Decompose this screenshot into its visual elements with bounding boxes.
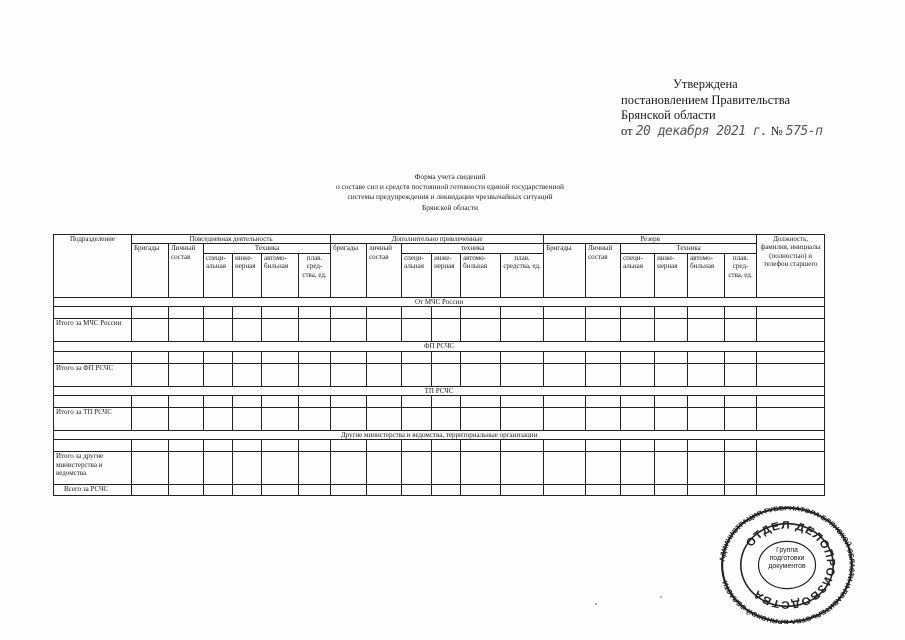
row-label: Итого за другие министерства и ведомства bbox=[54, 452, 132, 485]
section-label: Другие министерства и ведомства, территориальные организации bbox=[54, 431, 825, 440]
header-reserve-special: специ-альная bbox=[621, 253, 655, 297]
header-daily-special: специ-альная bbox=[204, 253, 233, 297]
header-reserve-automotive: автомо-бильная bbox=[688, 253, 725, 297]
row-label: Итого за МЧС России bbox=[54, 319, 132, 342]
form-title bbox=[300, 172, 600, 213]
section-label: От МЧС России bbox=[54, 297, 825, 306]
header-additional-brigades: бригады bbox=[331, 244, 367, 297]
header-reserve-engineering: инже-нерная bbox=[655, 253, 688, 297]
section-row-fp bbox=[54, 342, 825, 351]
stamp-inner-text: ОТДЕЛ ДЕЛОПРОИЗВОДСТВА bbox=[744, 519, 837, 611]
header-daily-personnel: Личный состав bbox=[169, 244, 204, 297]
approval-date-prefix: от bbox=[621, 123, 633, 138]
header-reserve-brigades: Бригады bbox=[544, 244, 586, 297]
header-daily-automotive: автомо-бильная bbox=[262, 253, 299, 297]
total-row-tp bbox=[54, 408, 825, 431]
stamp-outer-text: АДМИНИСТРАЦИЯ ГУБЕРНАТОРА БРЯНСКОЙ ОБЛАСТИ И ПРАВИТЕЛЬСТВА БРЯНСКОЙ ОБЛАСТИ bbox=[718, 506, 856, 624]
header-additional-equipment: техника bbox=[402, 244, 544, 253]
row-label: Всего за РСЧС bbox=[54, 485, 132, 496]
scan-speck bbox=[595, 603, 597, 605]
approval-block bbox=[621, 77, 822, 139]
approval-line-region: Брянской области bbox=[621, 108, 716, 122]
row-label: Итого за ТП РСЧС bbox=[54, 408, 132, 431]
section-row-tp bbox=[54, 386, 825, 395]
header-additional-personnel: личный состав bbox=[367, 244, 402, 297]
approval-line-approved: Утверждена bbox=[673, 77, 738, 91]
total-row-mchs bbox=[54, 319, 825, 342]
table-row bbox=[54, 351, 825, 363]
form-title-line-3: системы предупреждения и ликвидации чрезвычайных ситуаций bbox=[347, 192, 553, 202]
total-row-other bbox=[54, 452, 825, 485]
header-subdivision: Подразделение bbox=[54, 235, 132, 298]
header-row-groups bbox=[54, 235, 825, 244]
approval-date: 20 декабря 2021 г. bbox=[635, 123, 768, 139]
header-daily: Повседневная деятельность bbox=[132, 235, 331, 244]
row-label: Итого за ФП РСЧС bbox=[54, 363, 132, 386]
header-additional-engineering: инже-нерная bbox=[432, 253, 461, 297]
header-reserve-equipment: Техника bbox=[621, 244, 757, 253]
approval-line-date bbox=[621, 124, 822, 140]
header-reserve-personnel: Личный состав bbox=[586, 244, 621, 297]
form-title-line-4: Брянской области bbox=[422, 202, 478, 212]
header-daily-brigades: Бригады bbox=[132, 244, 169, 297]
approval-number: 575-п bbox=[785, 123, 823, 139]
header-position: Должность, фамилия, инициалы (полностью) и телефон старшего bbox=[757, 235, 825, 298]
table-row bbox=[54, 307, 825, 319]
header-row-sub bbox=[54, 244, 825, 253]
header-daily-floating: плав. сред-ства, ед. bbox=[299, 253, 331, 297]
section-row-other bbox=[54, 431, 825, 440]
header-reserve: Резерв bbox=[544, 235, 757, 244]
table-row bbox=[54, 440, 825, 452]
scan-speck bbox=[660, 596, 662, 598]
header-additional-special: специ-альная bbox=[402, 253, 432, 297]
section-label: ФП РСЧС bbox=[54, 342, 825, 351]
header-daily-equipment: Техника bbox=[204, 244, 331, 253]
resources-table bbox=[53, 234, 825, 496]
table-row bbox=[54, 396, 825, 408]
stamp-center-text: Группа подготовки документов bbox=[768, 547, 806, 570]
header-additional-floating: плав. средства, ед. bbox=[501, 253, 544, 297]
form-title-line-2: о составе сил и средств постоянной готовности единой государственной bbox=[335, 182, 565, 192]
form-title-line-1: Форма учета сведений bbox=[414, 172, 486, 181]
section-row-mchs bbox=[54, 297, 825, 306]
approval-number-prefix: № bbox=[770, 123, 783, 138]
total-row-fp bbox=[54, 363, 825, 386]
header-additional: Дополнительно привлеченные bbox=[331, 235, 544, 244]
header-additional-automotive: автомо-бильная bbox=[461, 253, 501, 297]
stamp-seal-icon bbox=[718, 506, 856, 624]
approval-line-decree: постановлением Правительства bbox=[621, 92, 791, 107]
section-label: ТП РСЧС bbox=[54, 386, 825, 395]
official-stamp bbox=[718, 506, 856, 624]
header-daily-engineering: инже-нерная bbox=[233, 253, 262, 297]
grand-total-row bbox=[54, 485, 825, 496]
header-reserve-floating: плав. сред-ства, ед. bbox=[725, 253, 757, 297]
